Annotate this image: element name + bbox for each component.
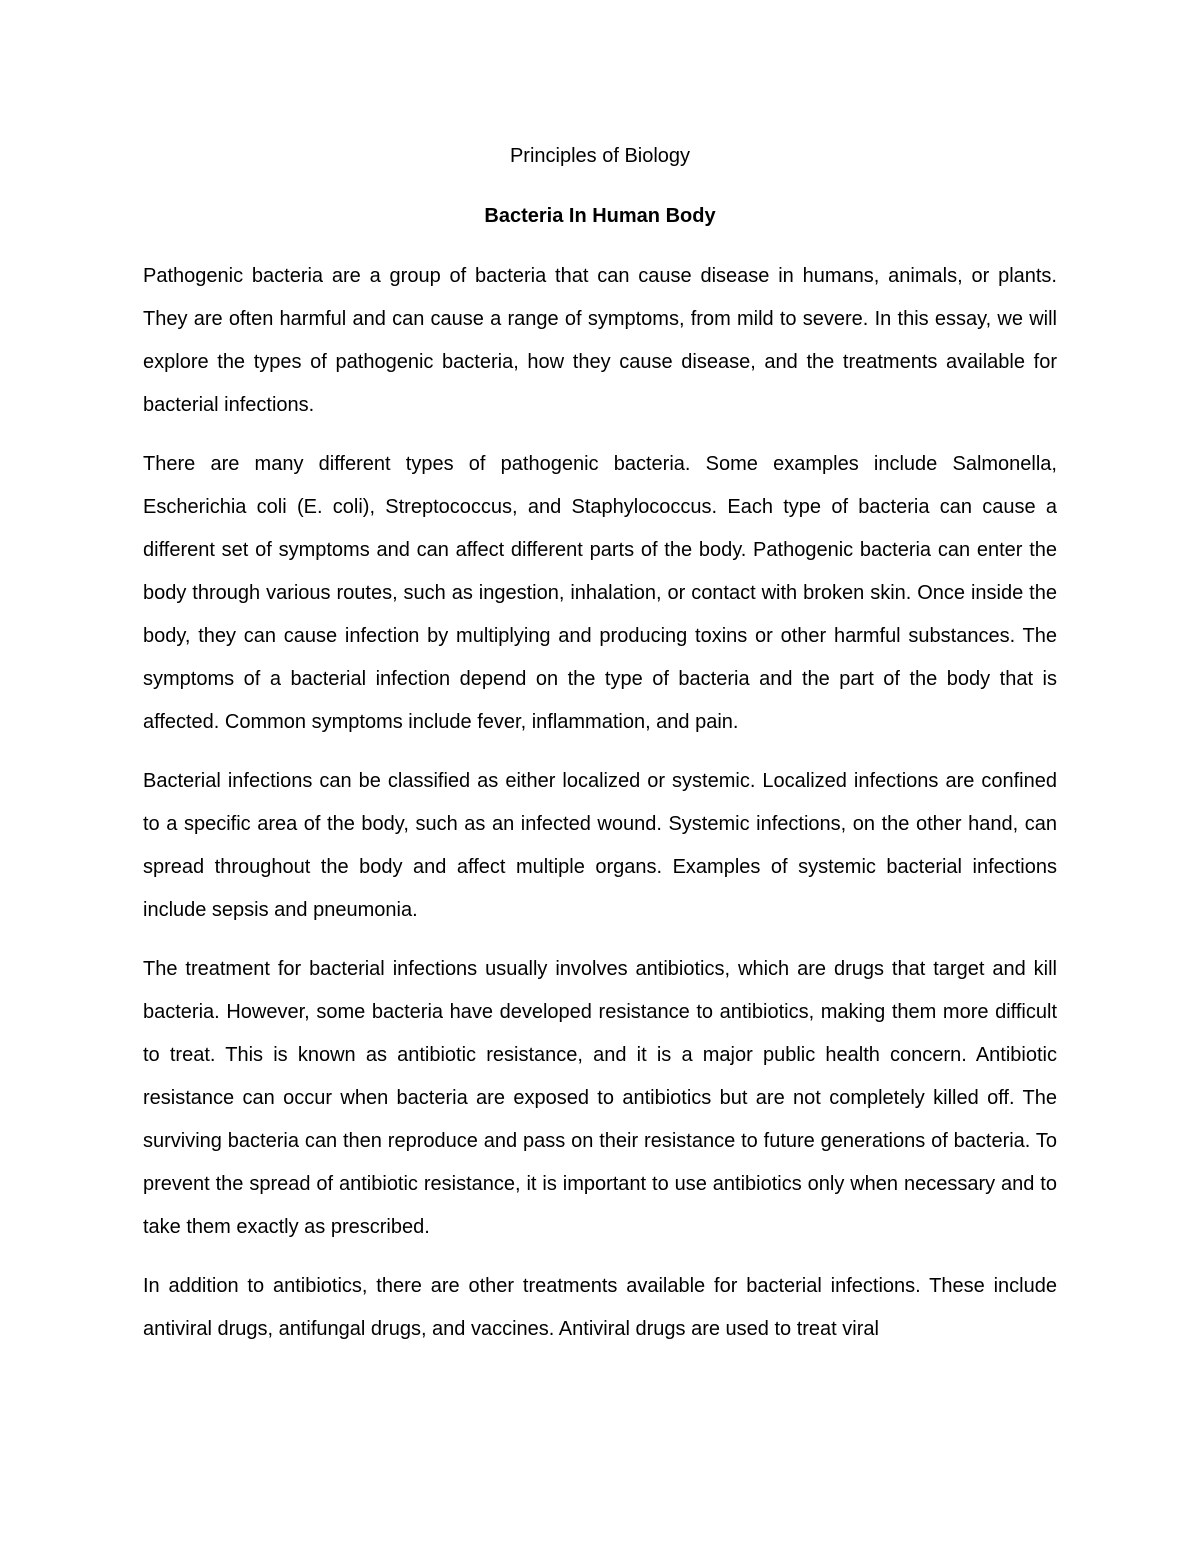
paragraph-treatment: The treatment for bacterial infections usually involves antibiotics, which are drugs that target and kill bacteria. However, some bacteria have developed resistance to antibiotics, making them more difficult to treat. This is known as antibiotic resistance, and it is a major public health concern. Antibiotic resistance can occur when bacteria are exposed to antibiotics but are not completely killed off. The surviving bacteria can then reproduce and pass on their resistance to future generations of bacteria. To prevent the spread of antibiotic resistance, it is important to use antibiotics only when necessary and to take them exactly as prescribed. xyxy=(143,958,1057,1238)
essay-title: Bacteria In Human Body xyxy=(484,205,716,227)
paragraph-other-treatments: In addition to antibiotics, there are other treatments available for bacterial infections. These include antiviral drugs, antifungal drugs, and vaccines. Antiviral drugs are used to treat viral xyxy=(143,1275,1057,1340)
paragraph-types: There are many different types of pathogenic bacteria. Some examples include Salmonella, Escherichia coli (E. coli), Streptococcus, and Staphylococcus. Each type of bacteria can cause a different set of symptoms and can affect different parts of the body. Pathogenic bacteria can enter the body through various routes, such as ingestion, inhalation, or contact with broken skin. Once inside the body, they can cause infection by multiplying and producing toxins or other harmful substances. The symptoms of a bacterial infection depend on the type of bacteria and the part of the body that is affected. Common symptoms include fever, inflammation, and pain. xyxy=(143,453,1057,733)
paragraph-classification: Bacterial infections can be classified as either localized or systemic. Localized infections are confined to a specific area of the body, such as an infected wound. Systemic infections, on the other hand, can spread throughout the body and affect multiple organs. Examples of systemic bacterial infections include sepsis and pneumonia. xyxy=(143,770,1057,921)
document-body xyxy=(143,138,1057,1367)
paragraph-intro: Pathogenic bacteria are a group of bacteria that can cause disease in humans, animals, or plants. They are often harmful and can cause a range of symptoms, from mild to severe. In this essay, we will explore the types of pathogenic bacteria, how they cause disease, and the treatments available for bacterial infections. xyxy=(143,265,1057,416)
course-title: Principles of Biology xyxy=(509,145,691,167)
